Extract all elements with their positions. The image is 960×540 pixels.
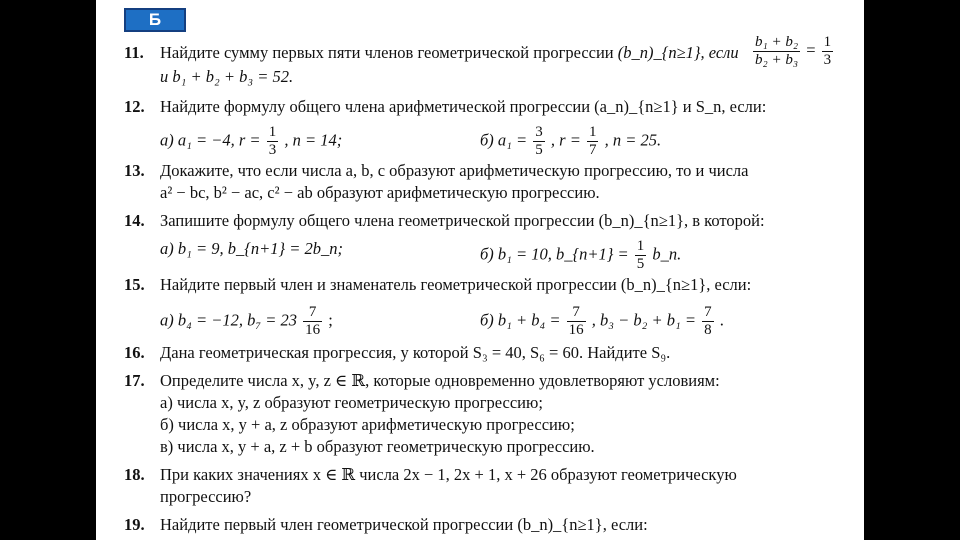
problem-12b-tail: , n = 25. bbox=[604, 130, 662, 150]
problem-15b-frac2-bottom: 8 bbox=[704, 322, 712, 338]
problem-13-line1: Докажите, что если числа a, b, c образуют арифметическую прогрессию, то и числа bbox=[160, 161, 749, 180]
problem-12b-frac2-bottom: 7 bbox=[588, 142, 597, 158]
problem-19-text: Найдите первый член геометрической прогрессии (b_n)_{n≥1}, если: bbox=[160, 515, 648, 534]
problem-15-part-b: б) b₁ + b₄ = bbox=[480, 310, 561, 330]
problem-14b-frac-bottom: 5 bbox=[636, 256, 645, 272]
problem-17-text: Определите числа x, y, z ∈ ℝ, которые одновременно удовлетворяют условиям: bbox=[160, 371, 720, 390]
problem-12b-frac2-top: 1 bbox=[588, 124, 597, 140]
problem-12-text: Найдите формулу общего члена арифметической прогрессии (a_n)_{n≥1} и S_n, если: bbox=[160, 97, 767, 116]
problem-11-statement: Найдите сумму первых пяти членов геометрической прогрессии bbox=[160, 43, 614, 62]
problem-14b-tail: b_n. bbox=[652, 244, 682, 264]
problem-15-text: Найдите первый член и знаменатель геометрической прогрессии (b_n)_{n≥1}, если: bbox=[160, 275, 752, 294]
problem-17-part-a: а) числа x, y, z образуют геометрическую прогрессию; bbox=[160, 393, 543, 412]
problem-15-number: 15. bbox=[124, 275, 145, 294]
problem-15-parts bbox=[160, 304, 724, 339]
problem-14-part-a: а) b₁ = 9, b_{n+1} = 2b_n; bbox=[160, 239, 343, 258]
problem-14b-frac-top: 1 bbox=[636, 238, 645, 254]
problem-11-number: 11. bbox=[124, 43, 144, 62]
problem-18-number: 18. bbox=[124, 465, 145, 484]
problem-14-parts bbox=[160, 238, 682, 272]
problem-15b-frac1-top: 7 bbox=[567, 304, 586, 322]
problem-15a-frac-bottom: 16 bbox=[305, 322, 321, 338]
problem-12b-frac1-top: 3 bbox=[535, 124, 543, 140]
problem-12b-frac1-bottom: 5 bbox=[535, 142, 543, 158]
problem-12-part-b: б) a₁ = bbox=[480, 130, 528, 150]
problem-16-text: Дана геометрическая прогрессия, у которой S₃ = 40, S₆ = 60. Найдите S₉. bbox=[160, 343, 671, 362]
problem-11-sequence: (b_n)_{n≥1}, если bbox=[617, 43, 739, 62]
problem-12-part-a: а) a₁ = −4, r = bbox=[160, 130, 261, 150]
problem-14-part-b: б) b₁ = 10, b_{n+1} = bbox=[480, 244, 629, 264]
condition-numerator: b₁ + b₂ bbox=[755, 34, 799, 50]
problem-15b-frac2-top: 7 bbox=[704, 304, 712, 320]
condition-denominator: b₂ + b₃ bbox=[755, 52, 799, 68]
problem-14-text: Запишите формулу общего члена геометрической прогрессии (b_n)_{n≥1}, в которой: bbox=[160, 211, 765, 230]
problem-15b-tail: . bbox=[719, 310, 724, 330]
problem-16-number: 16. bbox=[124, 343, 145, 362]
problem-17-part-c: в) числа x, y + a, z + b образуют геометрическую прогрессию. bbox=[160, 437, 595, 456]
condition-rhs-numerator: 1 bbox=[823, 34, 832, 50]
problem-11-text bbox=[160, 42, 739, 64]
problem-13-number: 13. bbox=[124, 161, 145, 180]
problem-11-line2: и b₁ + b₂ + b₃ = 52. bbox=[160, 67, 294, 86]
problem-17-part-b: б) числа x, y + a, z образуют арифметическую прогрессию; bbox=[160, 415, 575, 434]
problem-11-condition bbox=[751, 34, 835, 69]
condition-rhs-denominator: 3 bbox=[823, 52, 832, 68]
section-badge: Б bbox=[124, 8, 186, 32]
problem-13-line2: a² − bc, b² − ac, c² − ab образуют арифметическую прогрессию. bbox=[160, 183, 600, 202]
problem-18-line1: При каких значениях x ∈ ℝ числа 2x − 1, 2x + 1, x + 26 образуют геометрическую bbox=[160, 465, 737, 484]
problem-15b-middle: , b₃ − b₂ + b₁ = bbox=[591, 310, 697, 330]
condition-equals: = bbox=[806, 40, 816, 60]
problem-12a-frac-bottom: 3 bbox=[268, 142, 277, 158]
problem-12-part-a-tail: , n = 14; bbox=[284, 130, 343, 150]
problem-19-number: 19. bbox=[124, 515, 145, 534]
problem-18-line2: прогрессию? bbox=[160, 487, 252, 506]
textbook-page bbox=[96, 0, 864, 540]
problem-17-number: 17. bbox=[124, 371, 145, 390]
problem-15a-tail: ; bbox=[328, 310, 333, 330]
problem-15b-frac1-bottom: 16 bbox=[568, 322, 584, 338]
problem-12b-middle: , r = bbox=[550, 130, 581, 150]
problem-12-parts bbox=[160, 124, 662, 159]
problem-15a-frac-top: 7 bbox=[303, 304, 322, 322]
problem-12a-frac-top: 1 bbox=[268, 124, 277, 140]
problem-14-number: 14. bbox=[124, 211, 145, 230]
problem-12-number: 12. bbox=[124, 97, 145, 116]
problem-15-part-a: а) b₄ = −12, b₇ = 23 bbox=[160, 310, 297, 330]
